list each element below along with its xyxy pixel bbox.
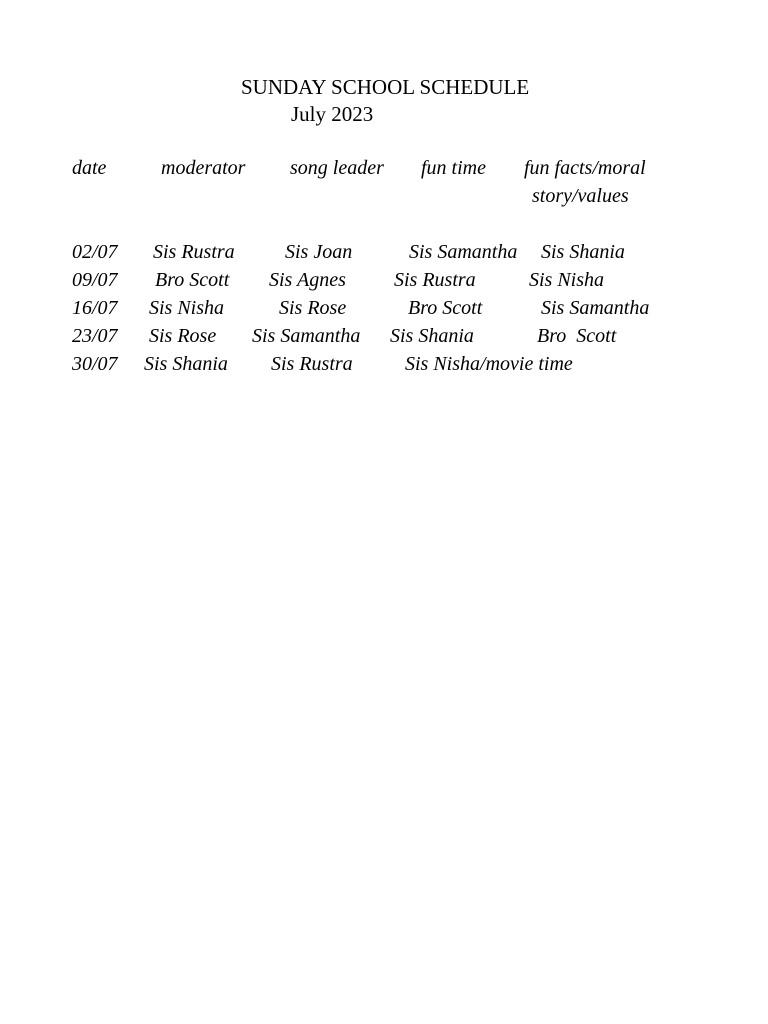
row-fun-time: Sis Rustra (394, 269, 476, 291)
header-moderator: moderator (161, 157, 246, 179)
document-title: SUNDAY SCHOOL SCHEDULE (241, 75, 530, 99)
row-fun-facts: Sis Shania (541, 241, 625, 263)
row-fun-facts: Sis Nisha (529, 269, 605, 291)
row-fun-facts: Bro Scott (537, 325, 617, 347)
row-fun-time: Sis Samantha (409, 241, 518, 263)
header-fun-time: fun time (421, 157, 486, 179)
row-date: 30/07 (72, 353, 118, 375)
row-fun-facts: Sis Samantha (541, 297, 650, 319)
header-date: date (72, 157, 107, 179)
row-fun-time: Sis Nisha/movie time (405, 353, 573, 375)
row-date: 09/07 (72, 269, 118, 291)
header-fun-facts-line2: story/values (532, 185, 629, 207)
row-moderator: Sis Nisha (149, 297, 225, 319)
row-song-leader: Sis Joan (285, 241, 353, 263)
row-fun-time: Sis Shania (390, 325, 474, 347)
row-moderator: Bro Scott (155, 269, 230, 291)
row-moderator: Sis Rose (149, 325, 217, 347)
row-song-leader: Sis Rustra (271, 353, 353, 375)
header-song-leader: song leader (290, 157, 384, 179)
row-moderator: Sis Shania (144, 353, 228, 375)
row-date: 16/07 (72, 297, 118, 319)
row-date: 02/07 (72, 241, 118, 263)
row-song-leader: Sis Samantha (252, 325, 361, 347)
row-song-leader: Sis Agnes (269, 269, 346, 291)
row-date: 23/07 (72, 325, 118, 347)
document-subtitle: July 2023 (291, 102, 374, 126)
row-fun-time: Bro Scott (408, 297, 483, 319)
row-moderator: Sis Rustra (153, 241, 235, 263)
row-song-leader: Sis Rose (279, 297, 347, 319)
header-fun-facts-line1: fun facts/moral (524, 157, 646, 179)
